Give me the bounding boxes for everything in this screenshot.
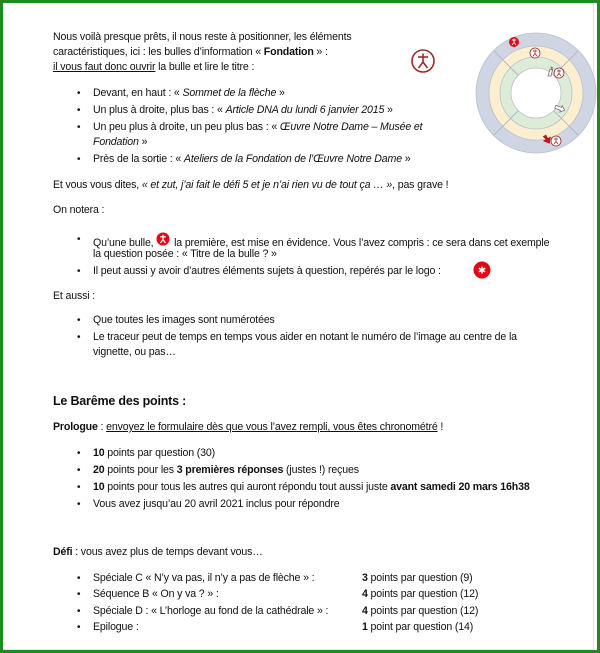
also-item-2-line-2: vignette, ou pas… — [93, 346, 176, 358]
location-title: Œuvre Notre Dame – Musée et — [279, 121, 423, 133]
points-value: 4 — [362, 588, 368, 600]
points-text-end: (justes !) reçues — [283, 464, 359, 476]
bullet: • — [77, 88, 81, 99]
note-item-2 — [93, 264, 441, 279]
also-heading: Et aussi : — [53, 290, 96, 302]
points-value: 4 — [362, 605, 368, 617]
intro-line-3-text: la bulle et lire le titre : — [155, 61, 255, 73]
location-label: Un plus à droite, plus bas : « — [93, 104, 226, 116]
location-label: Près de la sortie : « — [93, 153, 184, 165]
defi-item-1-label: Spéciale C « N’y va pas, il n’y a pas de flèche » : — [93, 572, 315, 584]
note-item-1-post: la première, est mise en évidence. Vous l’avez compris : ce sera dans cet exemple — [174, 237, 550, 249]
note-item-1-pre: Qu’une bulle, — [93, 237, 154, 249]
location-item-1 — [93, 86, 285, 101]
bullet: • — [77, 315, 81, 326]
points-text: points par question (9) — [367, 572, 473, 584]
bullet: • — [77, 332, 81, 343]
intro-line-3 — [53, 60, 254, 75]
defi-item-4-points — [362, 620, 473, 635]
location-title-cont: Fondation — [93, 136, 139, 148]
defi-item-1-points — [362, 571, 473, 586]
location-label: Devant, en haut : « — [93, 87, 183, 99]
bubble-marker-2 — [554, 68, 564, 78]
remark-pre: Et vous vous dites, — [53, 179, 142, 191]
bullet: • — [77, 482, 81, 493]
defi-text: : vous avez plus de temps devant vous… — [72, 546, 263, 558]
location-title: Sommet de la flèche — [182, 87, 277, 99]
points-value: 1 — [362, 621, 368, 633]
bullet: • — [77, 234, 81, 245]
bullet: • — [77, 105, 81, 116]
remark-line — [53, 178, 448, 193]
intro-instruction-underlined: il vous faut donc ouvrir — [53, 61, 156, 73]
location-item-2 — [93, 103, 393, 118]
bullet: • — [77, 589, 81, 600]
location-item-4 — [93, 152, 411, 167]
location-label: Un peu plus à droite, un peu plus bas : « — [93, 121, 280, 133]
bubble-marker-1 — [530, 48, 540, 58]
note-item-1-line-2: la question posée : « Titre de la bulle ? » — [93, 248, 277, 260]
center-hole — [511, 68, 561, 118]
defi-label: Défi — [53, 546, 73, 558]
bullet: • — [77, 154, 81, 165]
prologue-item-3 — [93, 480, 530, 495]
highlighted-bubble-icon — [156, 232, 170, 248]
defi-item-3-label: Spéciale D : « L’horloge au fond de la cathédrale » : — [93, 605, 329, 617]
defi-line — [53, 545, 263, 560]
points-emphasis: 3 premières réponses — [176, 464, 284, 476]
location-title: Ateliers de la Fondation de l’Œuvre Notre Dame — [183, 153, 402, 165]
points-text: points par question (12) — [367, 588, 479, 600]
note-item-2-text: Il peut aussi y avoir d’autres éléments sujets à question, repérés par le logo : — [93, 265, 441, 277]
location-item-3 — [93, 120, 422, 135]
bullet: • — [77, 266, 81, 277]
also-item-2: Le traceur peut de temps en temps vous aider en notant le numéro de l’image au centre de la — [93, 331, 517, 343]
points-value: 10 — [93, 447, 105, 459]
bullet: • — [77, 622, 81, 633]
prologue-item-1 — [93, 446, 215, 461]
prologue-sep: : — [97, 421, 107, 433]
prologue-item-4: Vous avez jusqu’au 20 avril 2021 inclus pour répondre — [93, 498, 340, 510]
deadline-emphasis: avant samedi 20 mars 16h38 — [390, 481, 530, 493]
intro-line-2 — [53, 45, 328, 60]
prologue-end: ! — [437, 421, 444, 433]
prologue-instruction: envoyez le formulaire dès que vous l’avez rempli, vous êtes chronométré — [106, 421, 438, 433]
bullet: • — [77, 606, 81, 617]
location-item-3-cont — [93, 135, 147, 150]
intro-line-2-text: caractéristiques, ici : les bulles d’information « — [53, 46, 264, 58]
bullet: • — [77, 122, 81, 133]
intro-line-1: Nous voilà presque prêts, il nous reste à positionner, les éléments — [53, 31, 352, 43]
bubble-marker-3 — [551, 136, 561, 146]
highlighted-bubble-marker — [509, 37, 519, 47]
points-text: points par question (12) — [367, 605, 479, 617]
intro-line-2-end: » : — [313, 46, 328, 58]
points-text: points par question (30) — [104, 447, 215, 459]
location-end: » — [276, 87, 285, 99]
remark-quote: « et zut, j’ai fait le défi 5 et je n’ai rien vu de tout ça … » — [141, 179, 393, 191]
prologue-item-2 — [93, 463, 359, 478]
points-text: points pour les — [104, 464, 177, 476]
location-end: » — [138, 136, 148, 148]
prologue-label: Prologue — [53, 421, 98, 433]
bareme-heading: Le Barême des points : — [53, 394, 187, 408]
fondation-label: Fondation — [263, 46, 314, 58]
location-title: Article DNA du lundi 6 janvier 2015 — [225, 104, 385, 116]
location-end: » — [384, 104, 393, 116]
prologue-line — [53, 420, 443, 435]
defi-item-2-label: Séquence B « On y va ? » : — [93, 588, 219, 600]
bullet: • — [77, 448, 81, 459]
points-value: 3 — [362, 572, 368, 584]
notes-heading: On notera : — [53, 204, 105, 216]
defi-item-2-points — [362, 587, 478, 602]
points-text: points pour tous les autres qui auront répondu tout aussi juste — [104, 481, 391, 493]
bullet: • — [77, 499, 81, 510]
location-end: » — [401, 153, 411, 165]
defi-item-4-label: Epilogue : — [93, 621, 139, 633]
remark-post: , pas grave ! — [392, 179, 449, 191]
fondation-bubble-icon — [410, 48, 436, 74]
cathedral-ring-diagram — [474, 31, 598, 155]
points-value: 20 — [93, 464, 105, 476]
also-item-1: Que toutes les images sont numérotées — [93, 314, 275, 326]
points-text: point par question (14) — [367, 621, 474, 633]
points-value: 10 — [93, 481, 105, 493]
question-logo-icon — [473, 261, 491, 279]
bullet: • — [77, 465, 81, 476]
bullet: • — [77, 573, 81, 584]
defi-item-3-points — [362, 604, 478, 619]
